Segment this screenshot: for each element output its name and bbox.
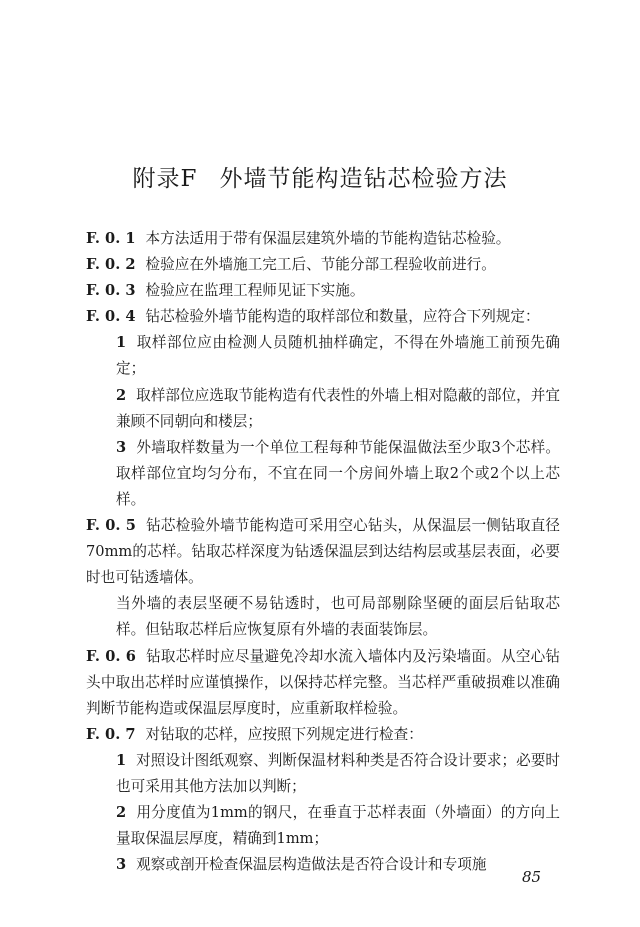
clause-number: F. 0. 3	[86, 282, 136, 300]
item-number: 2	[116, 804, 127, 822]
list-item	[86, 383, 560, 435]
clause-number: F. 0. 2	[86, 256, 136, 274]
appendix-label: 附录F	[132, 166, 198, 192]
list-item	[86, 748, 560, 800]
list-item	[86, 330, 560, 382]
clause-number: F. 0. 1	[86, 230, 136, 247]
item-number: 1	[116, 334, 127, 352]
clause-text: 钻取芯样时应尽量避免冷却水流入墙体内及污染墙面。从空心钻头中取出芯样时应谨慎操作，以保持芯样完整。当芯样严重破损难以准确判断节能构造或保温层厚度时，应重新取样检验。	[86, 647, 560, 717]
clause-text: 检验应在外墙施工完工后、节能分部工程验收前进行。	[145, 256, 496, 274]
item-number: 2	[116, 386, 127, 404]
item-number: 1	[116, 751, 127, 769]
item-number: 3	[116, 856, 127, 874]
item-text: 取样部位应由检测人员随机抽样确定，不得在外墙施工前预先确定；	[116, 334, 560, 378]
item-text: 外墙取样数量为一个单位工程每种节能保温做法至少取3个芯样。取样部位宜均匀分布，不宜在同一个房间外墙上取2个或2个以上芯样。	[116, 438, 560, 508]
paragraph-text: 当外墙的表层坚硬不易钻透时，也可局部剔除坚硬的面层后钻取芯样。但钻取芯样后应恢复原有外墙的表面装饰层。	[116, 595, 560, 639]
continuation-paragraph	[86, 591, 560, 643]
item-text: 用分度值为1mm的钢尺，在垂直于芯样表面（外墙面）的方向上量取保温层厚度，精确到1mm；	[116, 804, 560, 848]
list-item	[86, 800, 560, 852]
clause-text: 检验应在监理工程师见证下实施。	[145, 282, 365, 300]
document-body	[86, 226, 560, 878]
appendix-title	[0, 160, 640, 193]
item-number: 3	[116, 438, 127, 456]
page-number: 85	[522, 868, 542, 886]
clause-text: 钻芯检验外墙节能构造的取样部位和数量，应符合下列规定：	[145, 308, 540, 326]
clause-text: 对钻取的芯样，应按照下列规定进行检查：	[145, 725, 423, 743]
clause-number: F. 0. 7	[86, 725, 136, 743]
clause-number: F. 0. 6	[86, 647, 136, 665]
clause-f02	[86, 252, 560, 278]
item-text: 取样部位应选取节能构造有代表性的外墙上相对隐蔽的部位，并宜兼顾不同朝向和楼层；	[116, 386, 560, 430]
clause-f03	[86, 278, 560, 304]
item-text: 观察或剖开检查保温层构造做法是否符合设计和专项施	[136, 856, 487, 874]
clause-number: F. 0. 5	[86, 517, 136, 535]
clause-f01	[86, 226, 560, 252]
clause-f07	[86, 722, 560, 748]
appendix-heading: 外墙节能构造钻芯检验方法	[219, 166, 508, 192]
clause-f05	[86, 513, 560, 591]
clause-text: 本方法适用于带有保温层建筑外墙的节能构造钻芯检验。	[145, 230, 511, 247]
item-text: 对照设计图纸观察、判断保温材料种类是否符合设计要求；必要时也可采用其他方法加以判断；	[116, 751, 560, 795]
list-item	[86, 435, 560, 513]
clause-f06	[86, 644, 560, 722]
clause-f04	[86, 304, 560, 330]
clause-number: F. 0. 4	[86, 308, 136, 326]
clause-text: 钻芯检验外墙节能构造可采用空心钻头，从保温层一侧钻取直径70mm的芯样。钻取芯样深度为钻透保温层到达结构层或基层表面，必要时也可钻透墙体。	[86, 517, 560, 587]
list-item	[86, 852, 560, 878]
